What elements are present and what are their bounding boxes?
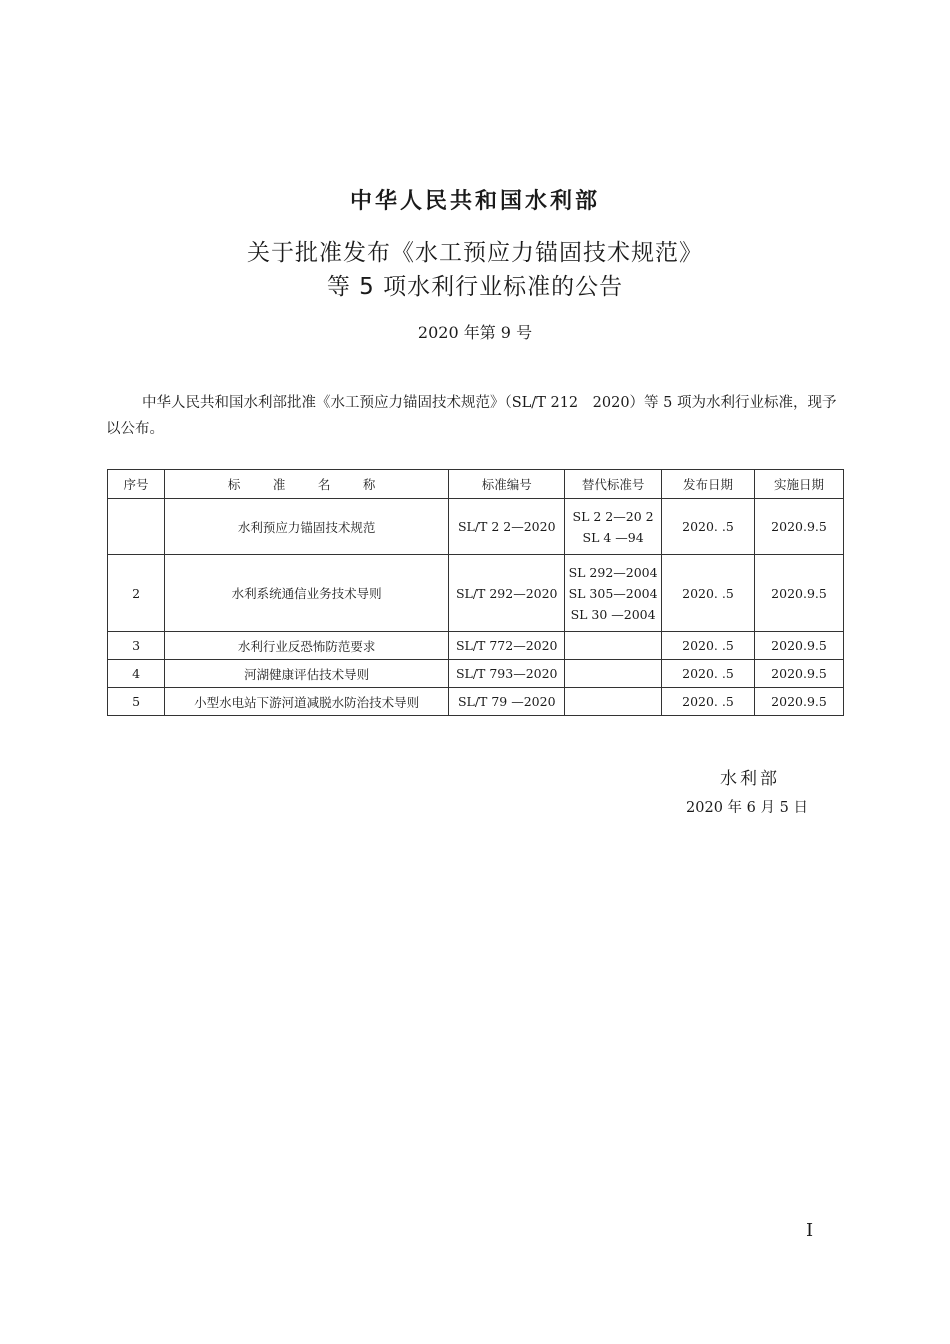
signature-date: 2020 年 6 月 5 日	[686, 800, 808, 816]
cell-name: 河湖健康评估技术导则	[165, 660, 449, 688]
cell-replaced	[565, 632, 662, 660]
cell-replaced	[565, 688, 662, 716]
page-number: I	[806, 1220, 814, 1241]
cell-replaced	[565, 499, 662, 555]
cell-name: 水利预应力锚固技术规范	[165, 499, 449, 555]
table-row	[108, 688, 844, 716]
cell-published: 2020. .5	[661, 660, 754, 688]
header-seq: 序号	[108, 470, 165, 499]
cell-name: 水利系统通信业务技术导则	[165, 555, 449, 632]
header-implemented: 实施日期	[755, 470, 844, 499]
announcement-body: 中华人民共和国水利部批准《水工预应力锚固技术规范》（SL/T 212 2020）等 5 项为水利行业标准，现予以公布。	[106, 395, 837, 437]
title-line-1: 关于批准发布《水工预应力锚固技术规范》	[247, 240, 703, 266]
cell-seq: 3	[108, 632, 165, 660]
issuer-heading: 中华人民共和国水利部	[349, 189, 600, 214]
cell-implemented: 2020.9.5	[755, 555, 844, 632]
cell-published: 2020. .5	[661, 632, 754, 660]
cell-name: 小型水电站下游河道减脱水防治技术导则	[165, 688, 449, 716]
replaced-code: SL 30 —2004	[570, 606, 656, 622]
header-replaced: 替代标准号	[565, 470, 662, 499]
cell-implemented: 2020.9.5	[755, 632, 844, 660]
cell-seq: 4	[108, 660, 165, 688]
cell-code: SL/T 793—2020	[449, 660, 565, 688]
table-row	[108, 555, 844, 632]
replaced-code: SL 4 —94	[582, 529, 644, 545]
replaced-code: SL 305—2004	[568, 585, 658, 601]
cell-code: SL/T 79 —2020	[449, 688, 565, 716]
cell-code: SL/T 292—2020	[449, 555, 565, 632]
cell-code: SL/T 772—2020	[449, 632, 565, 660]
table-header-row	[108, 470, 844, 499]
cell-seq: 2	[108, 555, 165, 632]
table-row	[108, 499, 844, 555]
header-name: 标 准 名 称	[165, 470, 449, 499]
cell-code: SL/T 2 2—2020	[449, 499, 565, 555]
cell-name: 水利行业反恐怖防范要求	[165, 632, 449, 660]
cell-replaced	[565, 660, 662, 688]
replaced-code: SL 2 2—20 2	[572, 508, 654, 524]
table-row	[108, 660, 844, 688]
cell-seq: 5	[108, 688, 165, 716]
cell-seq	[108, 499, 165, 555]
cell-published: 2020. .5	[661, 555, 754, 632]
title-line-2: 等 5 项水利行业标准的公告	[326, 274, 624, 300]
cell-published: 2020. .5	[661, 688, 754, 716]
cell-implemented: 2020.9.5	[755, 499, 844, 555]
signature-org: 水利部	[720, 769, 780, 789]
table-row	[108, 632, 844, 660]
cell-replaced	[565, 555, 662, 632]
cell-implemented: 2020.9.5	[755, 660, 844, 688]
replaced-code: SL 292—2004	[568, 564, 658, 580]
cell-published: 2020. .5	[661, 499, 754, 555]
header-code: 标准编号	[449, 470, 565, 499]
document-number: 2020 年第 9 号	[417, 323, 533, 342]
cell-implemented: 2020.9.5	[755, 688, 844, 716]
standards-table	[107, 469, 844, 716]
header-published: 发布日期	[661, 470, 754, 499]
